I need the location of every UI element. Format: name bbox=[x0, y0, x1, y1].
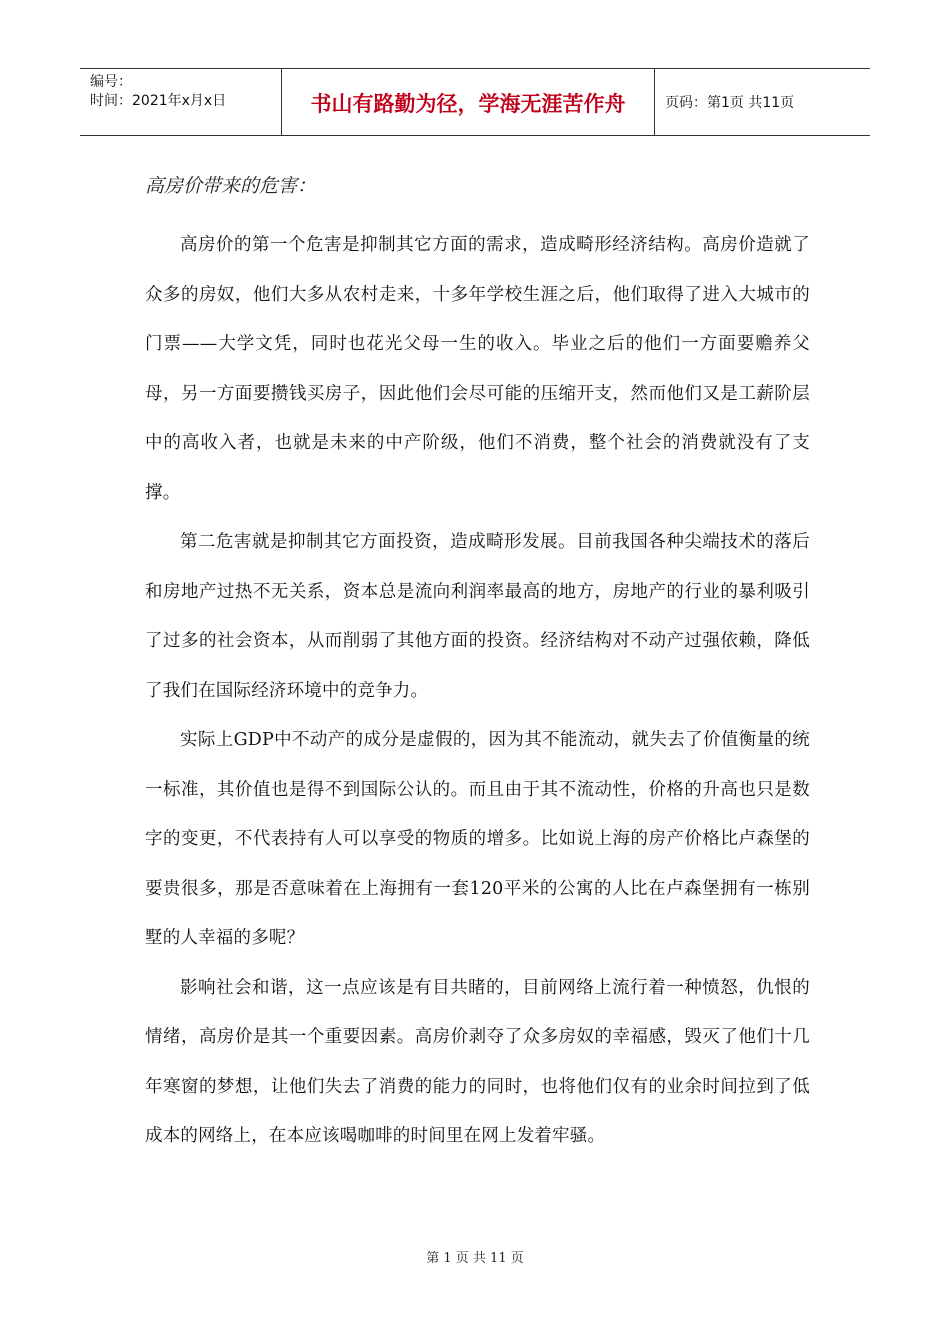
paragraph-4: 影响社会和谐，这一点应该是有目共睹的，目前网络上流行着一种愤怒，仇恨的情绪，高房价是其一个重要因素。高房价剥夺了众多房奴的幸福感，毁灭了他们十几年寒窗的梦想，让他们失去了消费的能力的同时，也将他们仅有的业余时间拉到了低成本的网络上，在本应该喝咖啡的时间里在网上发着牢骚。 bbox=[145, 977, 810, 1146]
section-title: 高房价带来的危害： bbox=[145, 175, 317, 197]
document-body bbox=[145, 164, 810, 1162]
paragraph-1: 高房价的第一个危害是抑制其它方面的需求，造成畸形经济结构。高房价造就了众多的房奴，他们大多从农村走来，十多年学校生涯之后，他们取得了进入大城市的门票——大学文凭，同时也花光父母一生的收入。毕业之后的他们一方面要赡养父母，另一方面要攒钱买房子，因此他们会尽可能的压缩开支，然而他们又是工薪阶层中的高收入者，也就是未来的中产阶级，他们不消费，整个社会的消费就没有了支撑。 bbox=[145, 235, 810, 503]
paragraph-2: 第二危害就是抑制其它方面投资，造成畸形发展。目前我国各种尖端技术的落后和房地产过热不无关系，资本总是流向利润率最高的地方，房地产的行业的暴利吸引了过多的社会资本，从而削弱了其他方面的投资。经济结构对不动产过强依赖，降低了我们在国际经济环境中的竞争力。 bbox=[145, 532, 810, 701]
document-number-label: 编号： bbox=[90, 74, 132, 90]
paragraph-3: 实际上GDP中不动产的成分是虚假的，因为其不能流动，就失去了价值衡量的统一标准，其价值也是得不到国际公认的。而且由于其不流动性，价格的升高也只是数字的变更，不代表持有人可以享受的物质的增多。比如说上海的房产价格比卢森堡的要贵很多，那是否意味着在上海拥有一套120平米的公寓的人比在卢森堡拥有一栋别墅的人幸福的多呢？ bbox=[145, 730, 810, 948]
header-motto: 书山有路勤为径，学海无涯苦作舟 bbox=[282, 69, 655, 135]
page-footer: 第 1 页 共 11 页 bbox=[426, 1251, 524, 1266]
header-meta-cell bbox=[80, 69, 282, 135]
document-date-label: 时间：2021年x月x日 bbox=[90, 93, 227, 109]
page-header bbox=[80, 68, 870, 136]
header-page-info: 页码：第1页 共11页 bbox=[665, 95, 795, 111]
